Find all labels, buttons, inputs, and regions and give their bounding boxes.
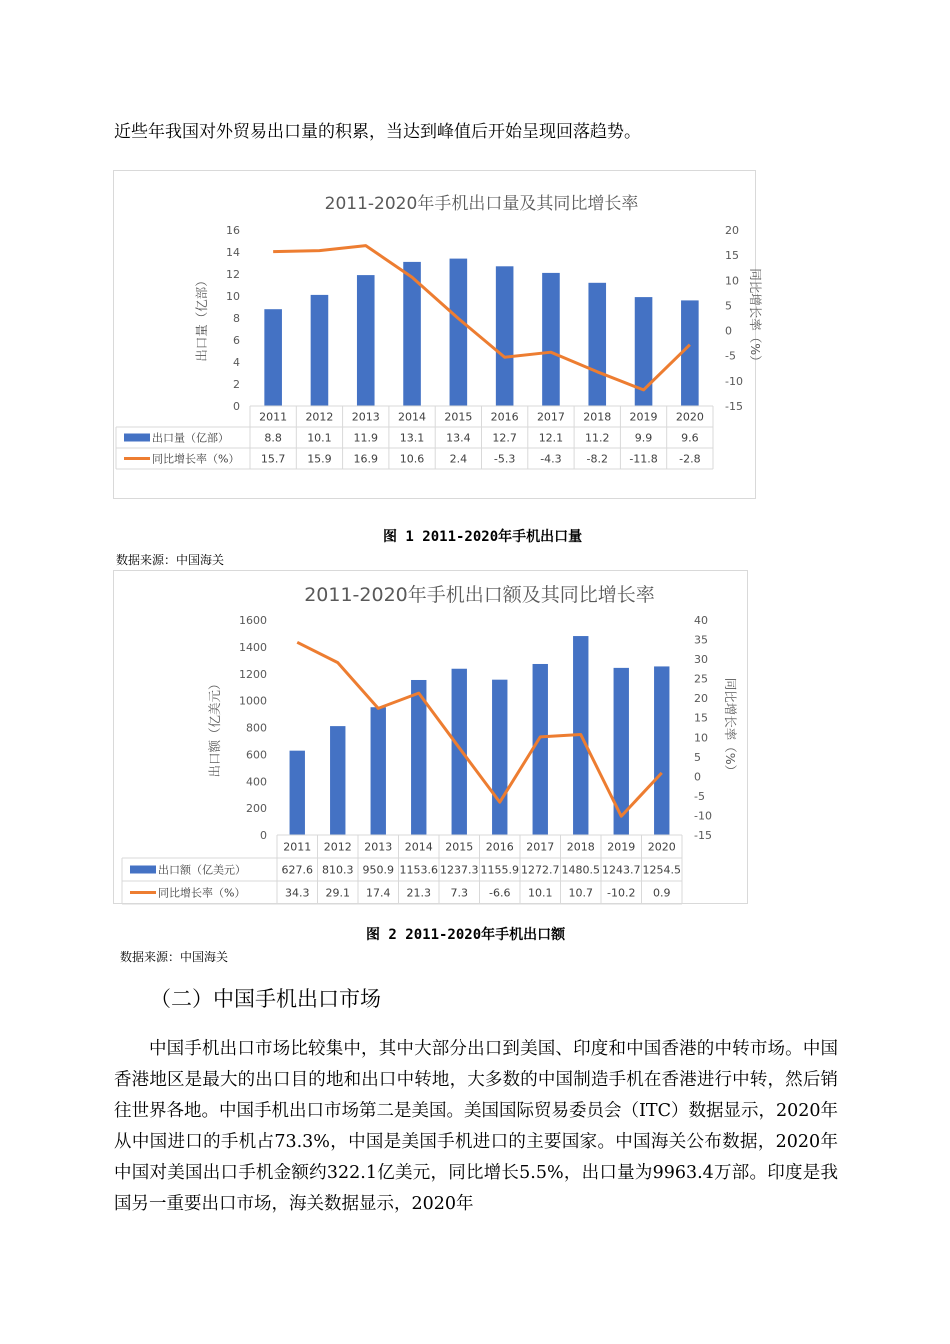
bar <box>330 726 345 835</box>
data-label: -4.3 <box>540 452 562 466</box>
data-label: 1155.9 <box>480 863 519 877</box>
legend-line-label: 同比增长率（%） <box>152 452 240 466</box>
data-label: -11.8 <box>629 452 658 466</box>
chart-export-value <box>113 570 748 904</box>
y-tick-label: 0 <box>233 400 240 413</box>
bar <box>542 273 560 406</box>
y2-tick-label: 30 <box>694 653 708 667</box>
data-label: 0.9 <box>653 886 671 900</box>
y-tick-label: 2 <box>233 378 240 391</box>
y2-tick-label: 5 <box>694 750 701 764</box>
x-tick-label: 2012 <box>323 840 352 854</box>
y-axis-title: 出口额（亿美元） <box>207 677 222 778</box>
data-label: 2.4 <box>449 452 468 466</box>
legend-bar-label: 出口量（亿部） <box>152 431 229 445</box>
y2-tick-label: -10 <box>725 374 743 388</box>
section-heading: （二）中国手机出口市场 <box>150 987 381 1011</box>
data-label: 8.8 <box>264 431 282 445</box>
y2-tick-label: 40 <box>694 614 708 627</box>
x-tick-label: 2013 <box>351 410 380 424</box>
data-label: -8.2 <box>586 452 608 466</box>
y2-tick-label: 15 <box>694 711 708 725</box>
y2-tick-label: -15 <box>694 829 712 842</box>
x-tick-label: 2012 <box>305 410 334 424</box>
y-tick-label: 16 <box>226 224 240 237</box>
y-tick-label: 10 <box>226 290 240 303</box>
data-label: 1254.5 <box>642 863 681 877</box>
y2-axis-title: 同比增长率（%） <box>723 677 738 778</box>
y-tick-label: 1600 <box>239 614 267 627</box>
y-tick-label: 6 <box>233 334 240 347</box>
data-label: -5.3 <box>493 452 516 466</box>
y2-tick-label: 10 <box>694 731 708 745</box>
bar <box>496 266 514 406</box>
bar <box>264 309 282 406</box>
y-tick-label: 12 <box>226 268 240 281</box>
x-tick-label: 2017 <box>526 840 555 854</box>
x-tick-label: 2011 <box>283 840 312 854</box>
data-label: 1272.7 <box>521 863 560 877</box>
x-tick-label: 2014 <box>398 410 427 424</box>
x-tick-label: 2015 <box>445 840 474 854</box>
figure1-source: 数据来源：中国海关 <box>116 553 225 567</box>
y-tick-label: 400 <box>246 775 267 789</box>
y-tick-label: 4 <box>233 356 240 369</box>
data-label: 15.9 <box>307 452 332 466</box>
y-tick-label: 14 <box>226 246 240 259</box>
y2-tick-label: 35 <box>694 633 708 647</box>
bar <box>452 669 467 835</box>
data-label: 12.7 <box>492 431 517 445</box>
data-label: 10.6 <box>399 452 425 466</box>
legend-line-label: 同比增长率（%） <box>158 886 246 900</box>
data-label: 9.6 <box>681 431 699 445</box>
bar <box>681 300 699 406</box>
data-label: 21.3 <box>406 886 431 900</box>
chart-title: 2011-2020年手机出口量及其同比增长率 <box>324 194 639 214</box>
data-label: -2.8 <box>679 452 701 466</box>
data-label: 10.7 <box>568 886 593 900</box>
y2-tick-label: -5 <box>694 789 705 803</box>
chart-export-value-svg <box>114 571 747 903</box>
x-tick-label: 2013 <box>364 840 393 854</box>
bar <box>492 680 507 835</box>
y-tick-label: 8 <box>233 312 240 325</box>
data-label: 9.9 <box>634 431 653 445</box>
data-label: 13.1 <box>399 431 425 445</box>
data-label: 12.1 <box>538 431 564 445</box>
data-label: 1237.3 <box>440 863 479 877</box>
bar <box>290 751 305 835</box>
y2-tick-label: -5 <box>725 349 736 363</box>
x-tick-label: 2020 <box>647 840 676 854</box>
x-tick-label: 2016 <box>485 840 514 854</box>
x-tick-label: 2019 <box>607 840 636 854</box>
y-tick-label: 1200 <box>239 667 267 681</box>
y2-tick-label: 20 <box>725 224 739 237</box>
figure1-caption: 图 1 2011-2020年手机出口量 <box>383 529 583 545</box>
y-tick-label: 1400 <box>239 640 267 654</box>
bar <box>411 680 426 835</box>
y-tick-label: 0 <box>260 829 267 842</box>
data-label: 17.4 <box>366 886 391 900</box>
y2-tick-label: 15 <box>725 249 739 263</box>
legend-key-bar <box>130 866 156 874</box>
data-label: 1243.7 <box>602 863 641 877</box>
growth-line <box>273 246 690 390</box>
x-tick-label: 2018 <box>566 840 595 854</box>
y2-tick-label: 10 <box>725 274 739 288</box>
data-label: 34.3 <box>285 886 310 900</box>
bar <box>588 283 606 406</box>
x-tick-label: 2018 <box>583 410 612 424</box>
x-tick-label: 2011 <box>259 410 288 424</box>
data-label: 1153.6 <box>399 863 438 877</box>
legend-bar-label: 出口额（亿美元） <box>158 863 246 877</box>
chart-export-volume-svg <box>114 171 763 498</box>
bar <box>450 259 468 406</box>
y-axis-title: 出口量（亿部） <box>194 274 209 362</box>
data-label: 16.9 <box>353 452 378 466</box>
data-label: 13.4 <box>446 431 471 445</box>
body-paragraph: 中国手机出口市场比较集中，其中大部分出口到美国、印度和中国香港的中转市场。中国香港地区是最大的出口目的地和出口中转地，大多数的中国制造手机在香港进行中转，然后销往世界各地。中国手机出口市场第二是美国。美国国际贸易委员会（ITC）数据显示，2020年从中国进口的手机占73.3%，中国是美国手机进口的主要国家。中国海关公布数据，2020年中国对美国出口手机金额约322.1亿美元，同比增长5.5%，出口量为9963.4万部。印度是我国另一重要出口市场，海关数据显示，2020年 <box>114 1039 839 1214</box>
data-label: 950.9 <box>362 863 394 877</box>
bar <box>371 707 386 835</box>
y2-tick-label: 20 <box>694 692 708 706</box>
data-label: -6.6 <box>489 886 511 900</box>
data-label: 11.2 <box>585 431 610 445</box>
data-label: 15.7 <box>260 452 286 466</box>
figure2-caption: 图 2 2011-2020年手机出口额 <box>366 927 566 943</box>
x-tick-label: 2020 <box>675 410 704 424</box>
x-tick-label: 2016 <box>490 410 519 424</box>
data-label: 29.1 <box>325 886 350 900</box>
chart-export-volume <box>113 170 763 499</box>
growth-line <box>297 642 662 816</box>
data-label: 627.6 <box>281 863 313 877</box>
intro-text: 近些年我国对外贸易出口量的积累，当达到峰值后开始呈现回落趋势。 <box>114 122 641 142</box>
figure2-source: 数据来源：中国海关 <box>120 950 229 964</box>
y2-axis-title: 同比增长率（%） <box>748 268 763 368</box>
x-tick-label: 2019 <box>629 410 658 424</box>
y2-tick-label: -15 <box>725 400 743 413</box>
y-tick-label: 1000 <box>239 694 267 708</box>
chart-title: 2011-2020年手机出口额及其同比增长率 <box>304 584 655 606</box>
legend-key-bar <box>124 434 150 442</box>
bar <box>311 295 329 406</box>
data-label: 10.1 <box>528 886 553 900</box>
y2-tick-label: 0 <box>725 324 732 338</box>
bar <box>357 275 375 406</box>
bar <box>533 664 548 835</box>
y2-tick-label: 25 <box>694 672 708 686</box>
y2-tick-label: 0 <box>694 770 701 784</box>
bar <box>654 666 669 835</box>
x-tick-label: 2017 <box>536 410 565 424</box>
y-tick-label: 800 <box>246 721 267 735</box>
x-tick-label: 2014 <box>404 840 433 854</box>
data-label: 11.9 <box>353 431 378 445</box>
data-label: 10.1 <box>307 431 332 445</box>
data-label: -10.2 <box>607 886 636 900</box>
y-tick-label: 600 <box>246 748 267 762</box>
y-tick-label: 200 <box>246 802 267 816</box>
y2-tick-label: 5 <box>725 299 732 313</box>
data-label: 7.3 <box>450 886 468 900</box>
data-label: 1480.5 <box>561 863 600 877</box>
y2-tick-label: -10 <box>694 809 712 823</box>
data-label: 810.3 <box>322 863 354 877</box>
x-tick-label: 2015 <box>444 410 473 424</box>
